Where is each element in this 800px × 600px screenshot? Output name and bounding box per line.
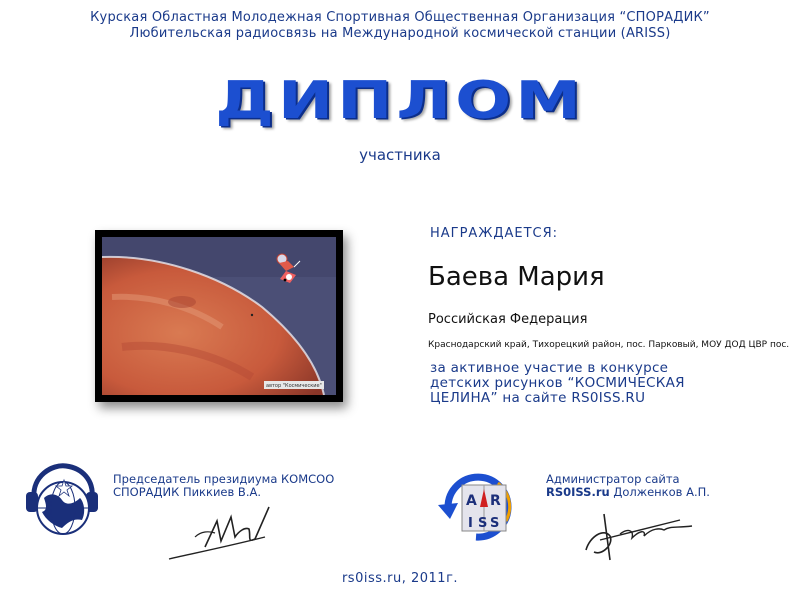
logo-letter-s2: S <box>490 516 500 531</box>
subtitle-text: участника <box>359 146 441 164</box>
recipient-country: Российская Федерация <box>428 312 588 327</box>
sporadic-globe-logo <box>24 462 102 548</box>
diploma-subtitle <box>0 146 800 164</box>
right-signatory-caption <box>546 473 710 499</box>
awarded-label: НАГРАЖДАЕТСЯ: <box>430 226 559 241</box>
award-reason <box>430 361 770 406</box>
reason-line-2: детских рисунков “КОСМИЧЕСКАЯ <box>430 375 685 391</box>
logo-letter-i: I <box>468 516 473 531</box>
drawing-caption: автор "Космические" <box>266 383 322 389</box>
recipient-name: Баева Мария <box>428 262 605 292</box>
logo-letter-a: A <box>466 493 477 509</box>
reason-line-1: за активное участие в конкурсе <box>430 360 669 376</box>
logo-letter-s1: S <box>478 516 488 531</box>
organization-line-1: Курская Областная Молодежная Спортивная Общественная Организация “СПОРАДИК” <box>90 10 710 25</box>
left-signature <box>165 497 295 571</box>
right-signature <box>580 500 700 568</box>
left-signatory-caption <box>113 473 334 499</box>
footer-text: rs0iss.ru, 2011г. <box>341 571 459 586</box>
logo-letter-r: R <box>490 493 501 509</box>
organization-line-2: Любительская радиосвязь на Международной космической станции (ARISS) <box>129 26 671 41</box>
ariss-logo <box>436 467 522 551</box>
right-caption-line-2 <box>546 486 710 499</box>
drawing-frame <box>95 230 343 402</box>
right-caption-line-1: Администратор сайта <box>546 472 680 486</box>
left-caption-line-1: Председатель президиума КОМСОО <box>113 472 335 486</box>
diploma-title: ДИПЛОМ <box>215 70 585 131</box>
reason-line-3: ЦЕЛИНА” на сайте RS0ISS.RU <box>430 390 646 406</box>
recipient-address: Краснодарский край, Тихорецкий район, пос. Парковый, МОУ ДОД ЦВР пос. <box>428 340 790 350</box>
children-drawing <box>102 237 336 395</box>
right-caption-name: Долженков А.П. <box>609 485 710 499</box>
right-caption-site: RS0ISS.ru <box>546 485 610 499</box>
left-caption-line-2: СПОРАДИК Пиккиев В.А. <box>113 485 262 499</box>
